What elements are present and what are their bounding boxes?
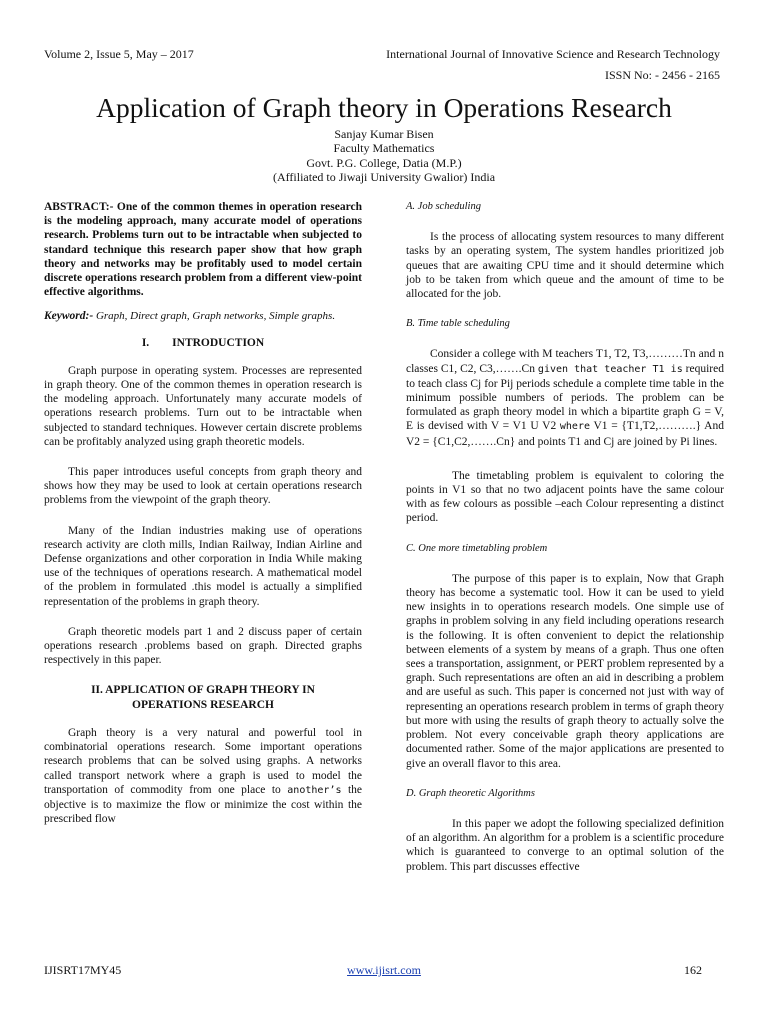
keywords-label: Keyword:- — [44, 310, 94, 323]
section-heading-line-1: II. APPLICATION OF GRAPH THEORY IN — [91, 684, 315, 697]
subsection-heading-timetable: B. Time table scheduling — [406, 318, 510, 330]
journal-url-link[interactable]: www.ijisrt.com — [347, 963, 421, 977]
issn: ISSN No: - 2456 - 2165 — [604, 68, 720, 82]
intro-paragraph-3: Many of the Indian industries making use of operations research activity are cloth mills, Indian Railway, Indian Airline and Defense organizations and other corporation in India While making use of the techniques of operations research. A mathematical model of the problem in formulated .this model is actually a simplified representation of the problems in graph theory. — [44, 524, 362, 608]
intro-paragraph-1: Graph purpose in operating system. Processes are represented in graph theory. One of the common themes in operation research is the modeling approach. Unfortunately many accurate models of operations research problems. Turn out to be intractable when subjected to standard techniques. However certain discrete problems can be profitably analyzed using graph theoretic models. — [44, 364, 362, 448]
author-affiliation: (Affiliated to Jiwaji University Gwalior) India — [272, 169, 496, 184]
subsection-heading-timetabling-more: C. One more timetabling problem — [406, 542, 548, 554]
author-college: Govt. P.G. College, Datia (M.P.) — [306, 155, 462, 170]
section-heading-line-2: OPERATIONS RESEARCH — [132, 698, 274, 711]
timetable-paragraph-1 — [406, 347, 724, 448]
text-run-mono: where — [559, 421, 590, 433]
text-run: required to teach class Cj for Pij periods schedule a complete time table in the minimum possible numbers of periods. The problem can be formulated as graph theory model in which a bipartite graph G = V, E is devised with V = V1 U V2 — [406, 362, 724, 433]
text-run: Consider a college with M teachers T1, T2, T3,………Tn and n classes C1, C2, C3,…….Cn — [406, 348, 724, 375]
algorithms-paragraph: In this paper we adopt the following specialized definition of an algorithm. An algorithm for a problem is a scientific procedure which is guaranteed to converge to an optimal solution of the problem. This part discusses effective — [406, 817, 724, 873]
volume-info: Volume 2, Issue 5, May – 2017 — [44, 47, 194, 61]
timetabling-more-paragraph: The purpose of this paper is to explain, Now that Graph theory has become a systematic tool. How it can be used to yield new insights in to operations research models. One simple use of graphs in problem solving in any field including operations research is the following. It is often convenient to depict the relationship between elements of a system by means of a graph. Thus one often sees a transportation, assignment, or PERT problem represented by a graph. Such representations are often an aid in describing a problem and are useful as such. This paper is concerned not just with way of representing an operations research problem in terms of graph theory but more with using the results of graph theory to actually solve the problem. Not every conceivable graph theory applications are documented rather. Some of the major applications are presented to give an overall flavor to this area. — [406, 572, 724, 770]
subsection-heading-algorithms: D. Graph theoretic Algorithms — [406, 787, 535, 799]
intro-paragraph-2: This paper introduces useful concepts from graph theory and shows how they may be used to look at certain operations research problems from the viewpoint of the graph theory. — [44, 466, 362, 507]
abstract: ABSTRACT:- One of the common themes in operation research is the modeling approach, many accurate model of operations research. Problems turn out to be intractable when subjected to standard technique this research paper show that how graph theory and networks may be profitably used to model certain discrete operations research problem from a different view-point effective algorithms. — [44, 201, 362, 299]
left-column — [44, 200, 362, 826]
keywords — [44, 309, 362, 323]
journal-name: International Journal of Innovative Science and Research Technology — [386, 47, 720, 61]
keywords-text: Graph, Direct graph, Graph networks, Simple graphs. — [93, 310, 336, 323]
text-run-mono: given that teacher T1 is — [537, 363, 683, 375]
text-run: the objective is to maximize the flow or minimize the cost within the prescribed flow — [44, 783, 362, 826]
author-block — [0, 127, 768, 184]
text-run-mono: another’s — [287, 784, 342, 796]
footer-url-wrap — [0, 963, 768, 977]
page-number: 162 — [684, 963, 702, 977]
intro-paragraph-4: Graph theoretic models part 1 and 2 discuss paper of certain operations research .problems based on graph. Directed graphs respectively in this paper. — [44, 625, 362, 667]
application-paragraph-1 — [44, 726, 362, 826]
paper-code: IJISRT17MY45 — [44, 963, 122, 977]
right-column — [406, 200, 724, 874]
paper-title: Application of Graph theory in Operations Research — [96, 92, 672, 123]
subsection-heading-job-scheduling: A. Job scheduling — [406, 201, 481, 212]
text-run: Graph theory is a very natural and powerful tool in combinatorial operations research. Some important operations research problems that can be solved using graphs. A networks called transport network where a graph is used to model the transportation of commodity from one place to — [44, 726, 362, 796]
text-run: V1 = {T1,T2,……….} And V2 = {C1,C2,…….Cn} and points T1 and Cj are joined by Pi lines. — [406, 420, 724, 448]
job-scheduling-paragraph: Is the process of allocating system resources to many different tasks by an operating system, The system handles prioritized job queues that are awaiting CPU time and it should determine which job to be taken from which queue and the amount of time to be allocated for the job. — [406, 231, 724, 301]
timetable-paragraph-2: The timetabling problem is equivalent to coloring the points in V1 so that no two adjacent points have the same colour with as few colours as possible –each Colour representing a distinct period. — [406, 469, 724, 525]
author-name: Sanjay Kumar Bisen — [334, 127, 434, 141]
author-department: Faculty Mathematics — [333, 141, 435, 156]
section-heading-application — [44, 683, 362, 711]
section-heading-introduction: I. INTRODUCTION — [141, 336, 265, 349]
